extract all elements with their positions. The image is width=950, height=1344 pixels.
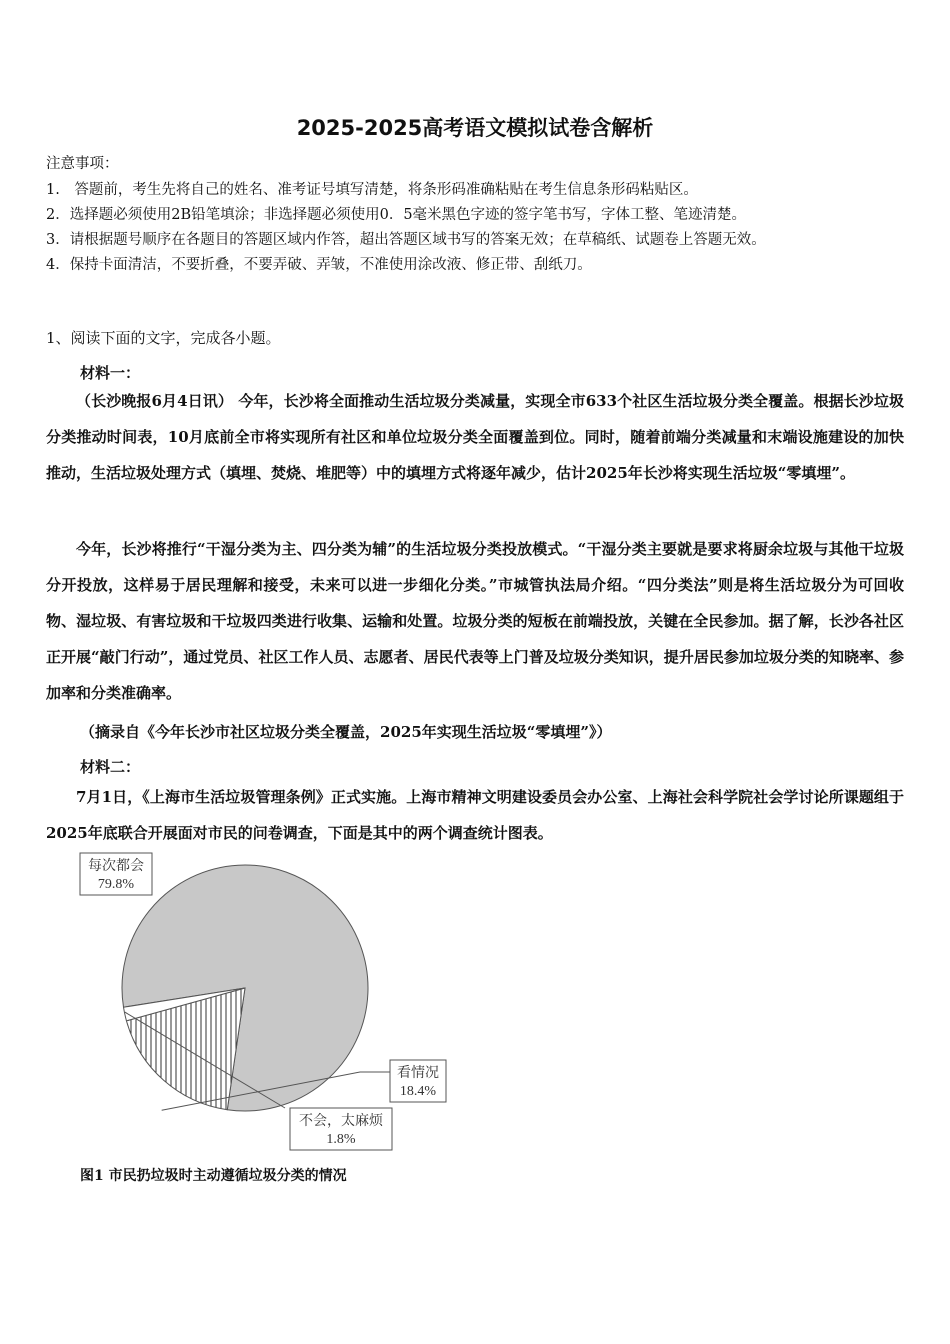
material2-paragraph-1: 7月1日，《上海市生活垃圾管理条例》正式实施。上海市精神文明建设委员会办公室、上海社会科学院社会学讨论所课题组于2025年底联合开展面对市民的问卷调查，下面是其中的两个调查统计图表。 [46,788,904,842]
material2-label: 材料二： [80,758,141,776]
pie-chart [60,850,460,1160]
label-no-too-troublesome-value: 1.8% [326,1132,356,1147]
label-depends-value: 18.4% [399,1084,437,1099]
notice-item-4: 4．保持卡面清洁，不要折叠，不要弄破、弄皱，不准使用涂改液、修正带、刮纸刀。 [46,257,592,273]
label-every-time: 每次都会 [88,859,144,874]
label-every-time-value: 79.8% [97,877,135,892]
label-depends: 看情况 [397,1066,439,1081]
material1-paragraph-2: 今年，长沙将推行“干湿分类为主、四分类为辅”的生活垃圾分类投放模式。“干湿分类主要就是要求将厨余垃圾与其他干垃圾分开投放，这样易于居民理解和接受，未来可以进一步细化分类。”市城管执法局介绍。“四分类法”则是将生活垃圾分为可回收物、湿垃圾、有害垃圾和干垃圾四类进行收集、运输和处置。垃圾分类的短板在前端投放，关键在全民参加。据了解，长沙各社区正开展“敲门行动”，通过党员、社区工作人员、志愿者、居民代表等上门普及垃圾分类知识，提升居民参加垃圾分类的知晓率、参加率和分类准确率。 [46,540,904,702]
notice-item-3: 3．请根据题号顺序在各题目的答题区域内作答，超出答题区域书写的答案无效；在草稿纸、试题卷上答题无效。 [46,232,766,248]
material1-source: （摘录自《今年长沙市社区垃圾分类全覆盖，2025年实现生活垃圾“零填埋”》） [80,723,612,741]
material1-paragraph-1: （长沙晚报6月4日讯） 今年，长沙将全面推动生活垃圾分类减量，实现全市633个社区生活垃圾分类全覆盖。根据长沙垃圾分类推动时间表，10月底前全市将实现所有社区和单位垃圾分类全面覆盖到位。同时，随着前端分类减量和末端设施建设的加快推动，生活垃圾处理方式（填埋、焚烧、堆肥等）中的填埋方式将逐年减少，估计2025年长沙将实现生活垃圾“零填埋”。 [46,392,904,482]
notice-item-2: 2．选择题必须使用2B铅笔填涂；非选择题必须使用0．5毫米黑色字迹的签字笔书写，字体工整、笔迹清楚。 [46,207,747,223]
document-title: 2025-2025高考语文模拟试卷含解析 [296,116,654,140]
figure-1-caption: 图1 市民扔垃圾时主动遵循垃圾分类的情况 [80,1168,347,1184]
notice-item-1: 1. 答题前，考生先将自己的姓名、准考证号填写清楚，将条形码准确粘贴在考生信息条形码粘贴区。 [46,182,698,198]
question-intro: 1、阅读下面的文字，完成各小题。 [46,329,281,347]
notice-heading: 注意事项： [46,156,119,172]
material1-label: 材料一： [80,364,141,382]
label-no-too-troublesome: 不会，太麻烦 [299,1114,383,1129]
